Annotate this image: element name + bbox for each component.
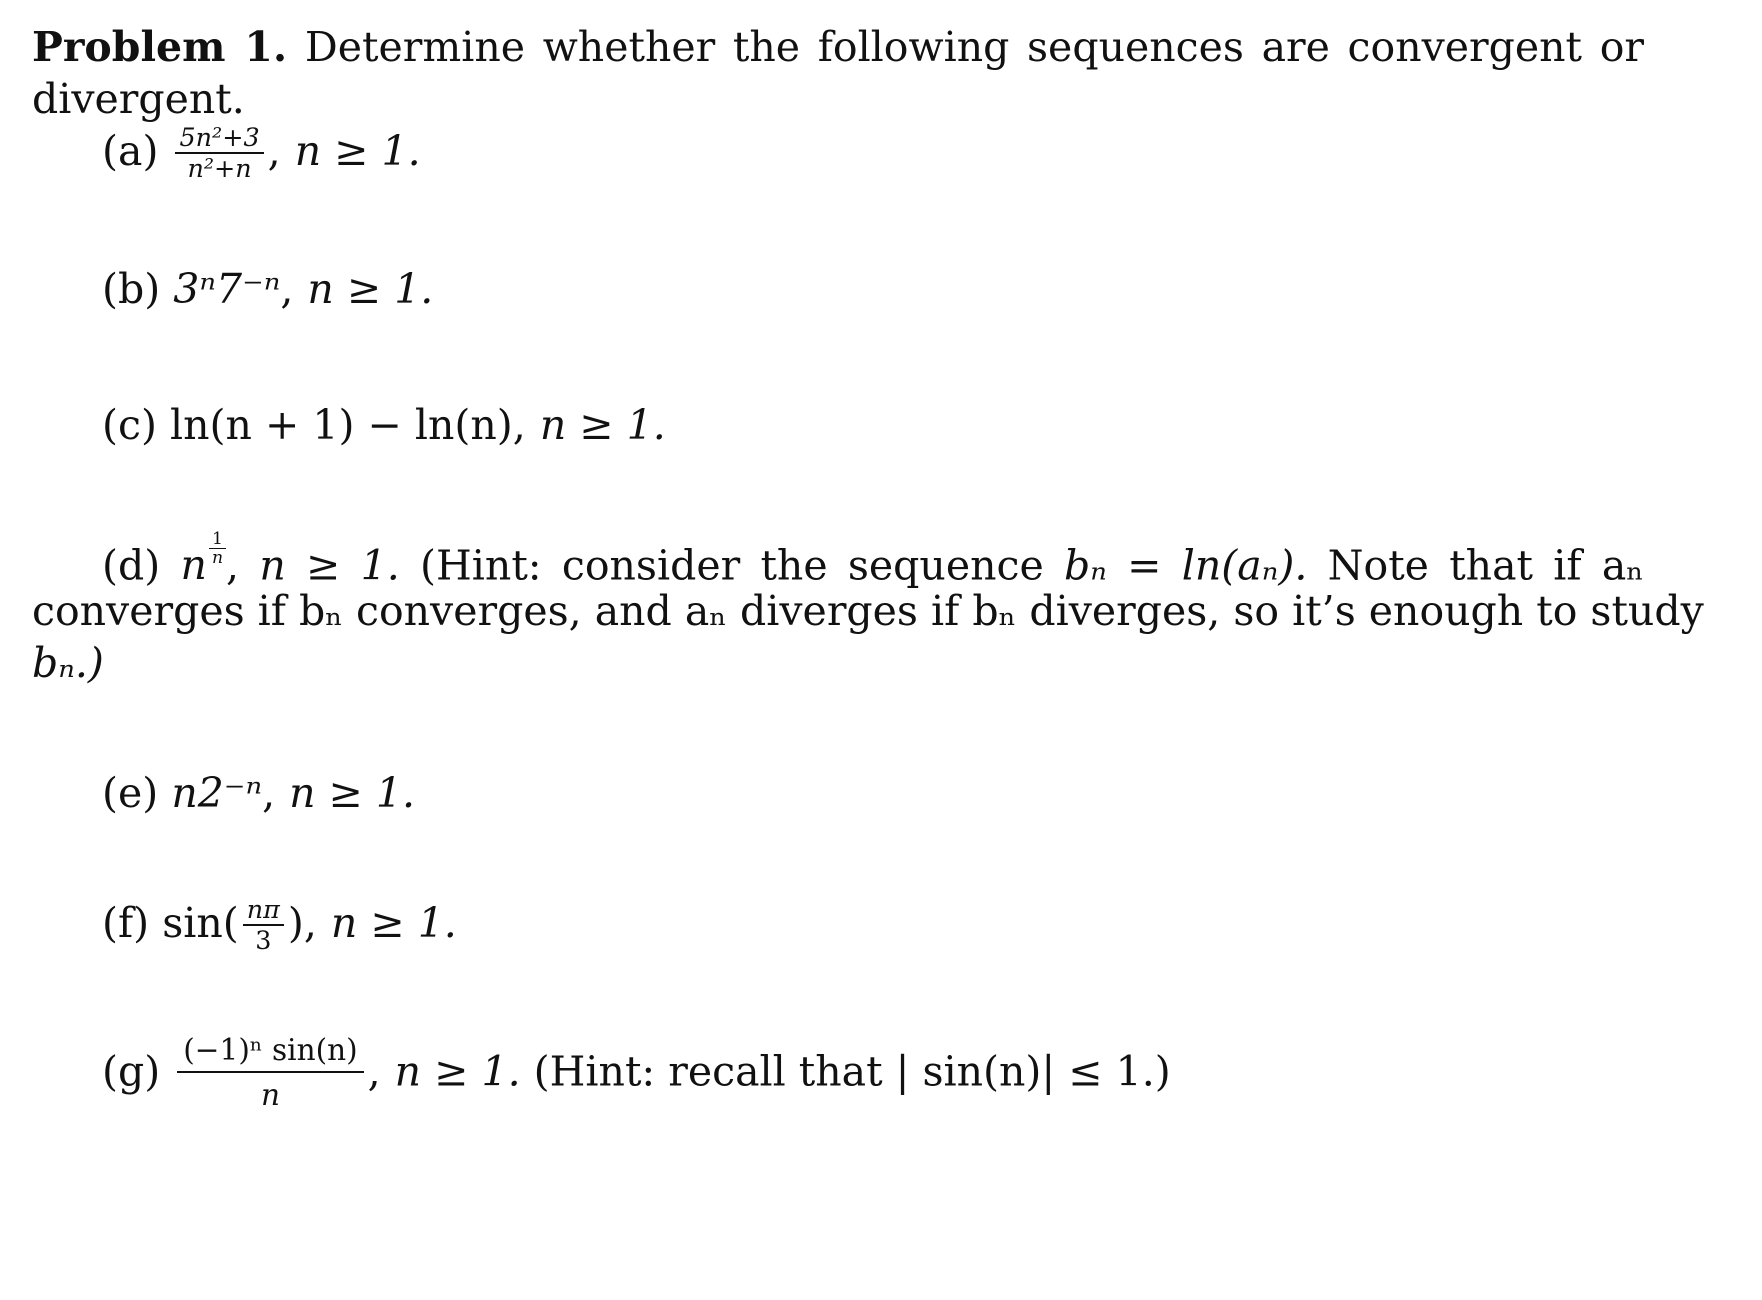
part-e: (e) n2⁻ⁿ, n ≥ 1.: [102, 769, 416, 817]
part-g: (g) $\frac{\text{(−1)ⁿ sin(n)}}{n}$ , n ≥ 1. (Hint: recall that | sin(n)| ≤ 1.): [102, 1033, 1171, 1113]
part-e-label: (e): [102, 769, 159, 817]
part-g-hint: (Hint: recall that | sin(n)| ≤ 1.): [533, 1047, 1171, 1096]
part-d-hint-note: Note that if aₙ: [1327, 541, 1645, 590]
part-f-frac-den: 3: [255, 924, 272, 955]
part-b: (b) 3ⁿ7⁻ⁿ, n ≥ 1.: [102, 265, 434, 313]
part-d-condition: n ≥ 1.: [259, 541, 400, 590]
part-b-label: (b): [102, 265, 161, 313]
part-a-label: (a): [102, 127, 159, 175]
part-c-expression: ln(n + 1) − ln(n): [170, 401, 513, 449]
part-a-condition: n ≥ 1.: [294, 127, 421, 175]
part-a-denominator: n²+n: [187, 152, 252, 183]
part-d-expression: n $\frac{1}{n}$: [181, 541, 227, 589]
problem-statement-line2: divergent.: [32, 75, 245, 123]
part-f-frac-num: nπ: [243, 895, 284, 925]
part-g-label: (g): [102, 1047, 161, 1096]
part-f: (f) sin( $\frac{n\pi}{3}$ ), n ≥ 1.: [102, 894, 457, 955]
problem-label: Problem 1.: [32, 23, 288, 71]
part-a: (a) $\frac{\text{5n²+3}}{\text{n²+n}}$ , n ≥ 1.: [102, 122, 421, 183]
part-f-close: ): [287, 899, 304, 947]
part-e-expression: n2⁻ⁿ: [171, 769, 263, 817]
part-b-condition: n ≥ 1.: [307, 265, 434, 313]
problem-statement-text: Determine whether the following sequences are convergent or: [304, 23, 1644, 71]
part-f-fraction: [243, 895, 284, 954]
part-c-label: (c): [102, 401, 157, 449]
part-f-func: sin(: [162, 899, 239, 947]
part-d-line3: bₙ.): [32, 639, 104, 687]
part-a-numerator: 5n²+3: [175, 123, 263, 153]
part-c: (c) ln(n + 1) − ln(n), n ≥ 1.: [102, 401, 666, 449]
part-f-condition: n ≥ 1.: [330, 899, 457, 947]
part-d-line1: (d) n $\frac{1}{n}$ , n ≥ 1. (Hint: consider the sequence bₙ = ln(aₙ). Note that if aₙ: [102, 529, 1645, 590]
part-d-hint-equation: bₙ = ln(aₙ).: [1064, 541, 1308, 590]
part-g-numerator: (−1)ⁿ sin(n): [177, 1034, 363, 1073]
part-a-fraction: [175, 123, 263, 182]
part-d-exp-num: 1: [209, 530, 226, 549]
problem-statement-line1: [32, 18, 1644, 76]
part-e-condition: n ≥ 1.: [289, 769, 416, 817]
part-g-fraction: [177, 1034, 363, 1112]
part-b-expression: 3ⁿ7⁻ⁿ: [173, 265, 281, 313]
part-g-condition: n ≥ 1.: [394, 1047, 521, 1096]
part-d-label: (d): [102, 541, 161, 590]
part-d-hint-start: (Hint: consider the sequence: [420, 541, 1044, 590]
part-g-denominator: n: [260, 1078, 280, 1113]
part-d-exp-den: n: [211, 548, 224, 569]
part-f-label: (f): [102, 899, 150, 947]
part-c-condition: n ≥ 1.: [539, 401, 666, 449]
part-d-line2: converges if bₙ converges, and aₙ diverges if bₙ diverges, so it’s enough to study: [32, 587, 1704, 635]
part-d-exponent-fraction: [209, 530, 226, 567]
